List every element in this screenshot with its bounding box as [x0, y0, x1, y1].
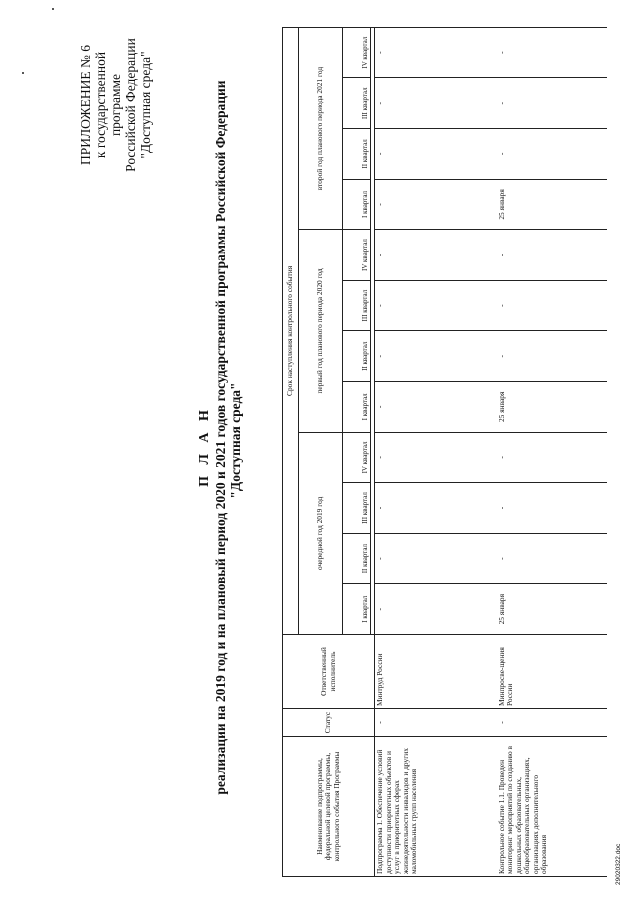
header-quarter: III квартал — [343, 483, 371, 534]
title-program-name: "Доступная среда" — [228, 382, 243, 499]
row-cell: - — [497, 230, 607, 281]
document-title — [197, 0, 243, 905]
row-status: - — [375, 709, 497, 737]
header-quarter: II квартал — [343, 129, 371, 180]
header-quarter: II квартал — [343, 533, 371, 584]
header-status: Статус — [283, 709, 375, 737]
row-cell: - — [375, 179, 497, 230]
header-quarter: I квартал — [343, 584, 371, 635]
row-cell: - — [375, 533, 497, 584]
row-cell: - — [375, 584, 497, 635]
row-cell: - — [375, 483, 497, 534]
row-cell: - — [375, 382, 497, 433]
row-cell: 25 января — [497, 584, 607, 635]
header-year-2019: очередной год 2019 год — [299, 432, 343, 634]
speck-dot — [52, 8, 54, 10]
row-cell: - — [375, 27, 497, 78]
row-cell: - — [375, 230, 497, 281]
header-quarter: I квартал — [343, 179, 371, 230]
row-name: Контрольное событие 1.1. Проведен мониторинг мероприятий по созданию в дошкольных образовательных, общеобразовательных организациях, организациях дополнительного образования — [497, 737, 607, 877]
row-cell: - — [375, 280, 497, 331]
header-deadline: Срок наступления контрольного события — [283, 27, 299, 634]
row-cell: 25 января — [497, 179, 607, 230]
appendix-line: Российской Федерации — [123, 38, 138, 172]
row-cell: - — [497, 331, 607, 382]
table-row — [375, 27, 497, 876]
header-quarter: III квартал — [343, 78, 371, 129]
appendix-line: к государственной программе — [93, 51, 123, 159]
header-year-2021: второй год планового периода 2021 год — [299, 27, 343, 229]
row-name: Подпрограмма 1. Обеспечение условий доступности приоритетных объектов и услуг в приоритетных сферах жизнедеятельности инвалидов и других маломобильных групп населения — [375, 737, 497, 877]
header-name: Наименование подпрограммы, федеральной целевой программы, контрольного события Программы — [283, 737, 375, 877]
row-cell: - — [497, 432, 607, 483]
title-plan: П Л А Н — [197, 406, 212, 487]
row-cell: - — [375, 129, 497, 180]
file-footer: 29020322.doc — [615, 843, 622, 885]
row-cell: - — [497, 78, 607, 129]
plan-table — [282, 27, 607, 877]
row-cell: - — [497, 483, 607, 534]
appendix-number: ПРИЛОЖЕНИЕ № 6 — [78, 44, 93, 166]
header-quarter: IV квартал — [343, 27, 371, 78]
header-quarter: IV квартал — [343, 230, 371, 281]
row-executor: Минтруд России — [375, 635, 497, 709]
row-executor: Минпросве-щения России — [497, 635, 607, 709]
header-year-2020: первый год планового периода 2020 год — [299, 230, 343, 432]
header-executor: Ответственный исполнитель — [283, 635, 375, 709]
row-cell: - — [375, 331, 497, 382]
row-cell: - — [375, 432, 497, 483]
row-cell: - — [497, 280, 607, 331]
row-cell: - — [497, 27, 607, 78]
speck-dot — [22, 72, 24, 74]
row-cell: - — [375, 78, 497, 129]
row-status: - — [497, 709, 607, 737]
header-quarter: I квартал — [343, 382, 371, 433]
row-cell: - — [497, 533, 607, 584]
row-cell: - — [497, 129, 607, 180]
appendix-program-name: "Доступная среда" — [138, 51, 153, 159]
table-row — [497, 27, 607, 876]
header-quarter: III квартал — [343, 280, 371, 331]
header-quarter: II квартал — [343, 331, 371, 382]
row-cell: 25 января — [497, 382, 607, 433]
appendix-header — [78, 20, 153, 190]
title-subtitle: реализации на 2019 год и на плановый период 2020 и 2021 годов государственной программы Российской Федерации — [213, 80, 228, 795]
header-quarter: IV квартал — [343, 432, 371, 483]
